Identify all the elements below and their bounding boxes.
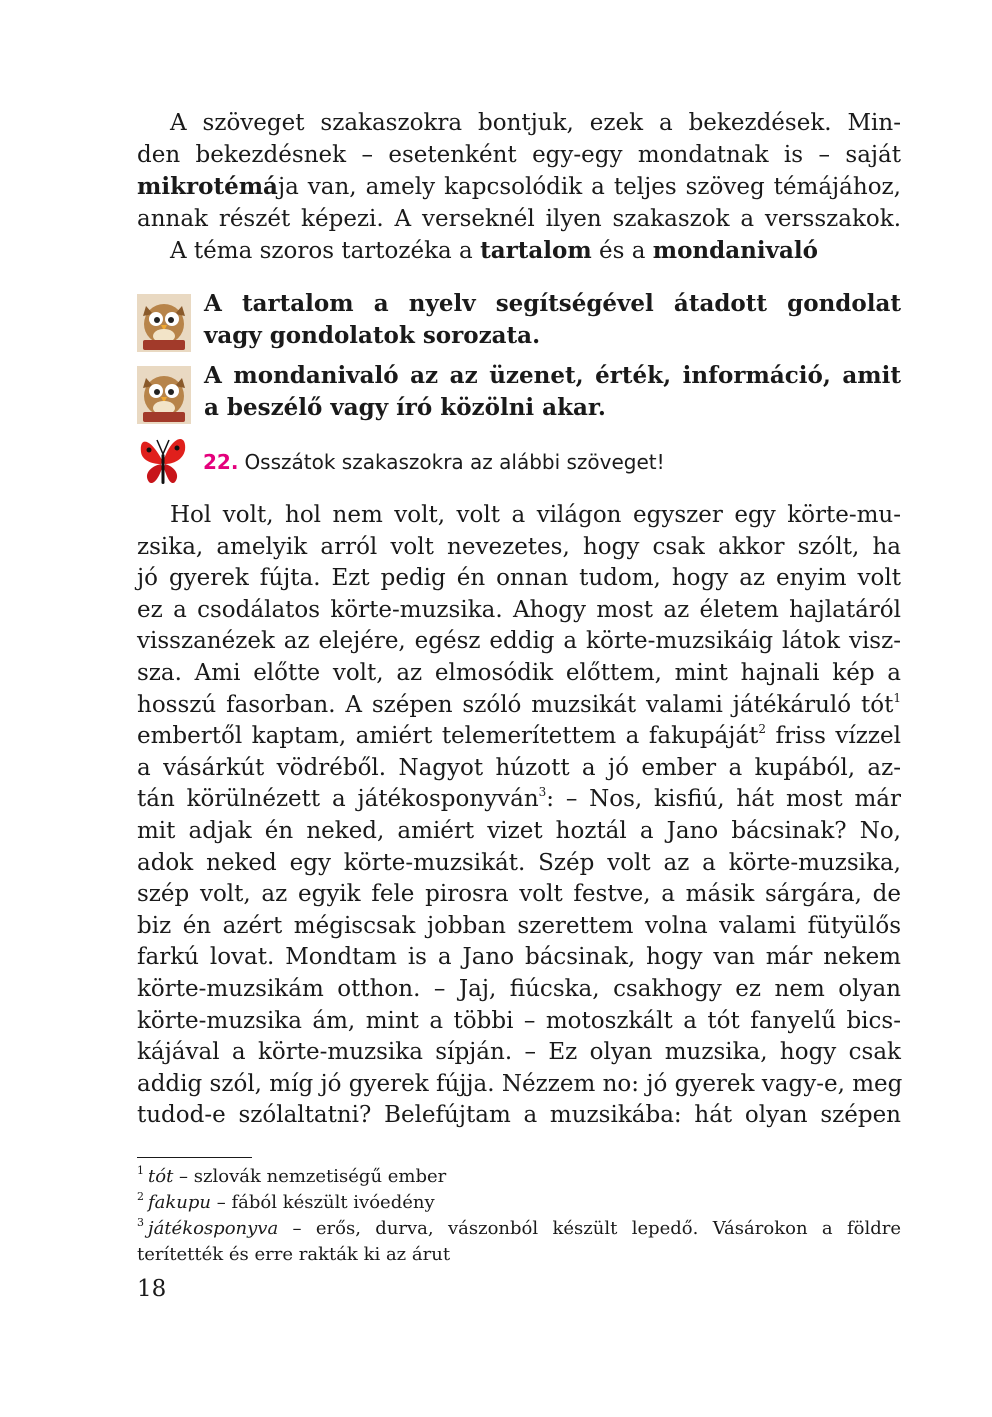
keyword-mikrotema: mikrotémá bbox=[137, 173, 278, 201]
footnote-ref: 3 bbox=[538, 785, 547, 800]
text-line: ez a csodálatos körte-muzsika. Ahogy most az életem hajlatáról bbox=[137, 596, 901, 623]
task-instruction: Osszátok szakaszokra az alábbi szöveget! bbox=[244, 450, 665, 474]
keyword-mondanivalo: mondanivaló bbox=[652, 237, 818, 265]
definitions bbox=[137, 290, 901, 438]
text-line: embertől kaptam, amiért telemerítettem a fakupáját$^2$ friss vízzel bbox=[137, 722, 901, 750]
text-line: tudod-e szólaltatni? Belefújtam a muzsikába: hát olyan szépen bbox=[137, 1102, 901, 1129]
text-line: A téma szoros tartozéka a tartalom és a mondanivaló bbox=[170, 237, 818, 265]
page-number: 18 bbox=[137, 1276, 167, 1302]
text-line: Hol volt, hol nem volt, volt a világon egyszer egy körte-mu- bbox=[170, 502, 901, 528]
intro-paragraph bbox=[137, 108, 901, 268]
text-line: jó gyerek fújta. Ezt pedig én onnan tudom, hogy az enyim volt bbox=[137, 565, 901, 592]
text-line: vagy gondolatok sorozata. bbox=[204, 322, 541, 349]
footnote-continuation: terítették és erre rakták ki az árut bbox=[137, 1244, 451, 1265]
footnotes bbox=[137, 1164, 901, 1268]
footnote: $^3$ játékosponyva – erős, durva, vászonból készült lepedő. Vásárokon a földre bbox=[137, 1216, 901, 1239]
task bbox=[137, 432, 901, 492]
text-line: körte-muzsika ám, mint a többi – motoszkált a tót fanyelű bics- bbox=[137, 1007, 901, 1034]
footnote: $^2$ fakupu – fából készült ivóedény bbox=[137, 1190, 435, 1213]
text-line: adok neked egy körte-muzsikát. Szép volt az a körte-muzsika, bbox=[137, 849, 901, 876]
text-line: kájával a körte-muzsika sípján. – Ez olyan muzsika, hogy csak bbox=[137, 1039, 901, 1066]
footnote-ref: 1 bbox=[893, 690, 901, 705]
text-line: annak részét képezi. A verseknél ilyen szakaszok a versszakok. bbox=[137, 205, 901, 232]
owl-icon bbox=[137, 294, 191, 352]
definition-tartalom bbox=[137, 290, 901, 362]
text-line: tán körülnézett a játékosponyván$^3$: – Nos, kisfiú, hát most már bbox=[137, 785, 901, 813]
task-number: 22. bbox=[203, 450, 239, 474]
text-line: visszanézek az elejére, egész eddig a körte-muzsikáig látok visz- bbox=[137, 628, 901, 655]
definition-text bbox=[204, 360, 901, 424]
footnote: $^1$ tót – szlovák nemzetiségű ember bbox=[137, 1164, 447, 1187]
task-text bbox=[203, 450, 665, 474]
text-line: A mondanivaló az az üzenet, érték, információ, amit bbox=[204, 362, 901, 389]
text-line: mit adjak én neked, amiért vizet hoztál a Jano bácsinak? No, bbox=[137, 817, 901, 844]
text-line: sza. Ami előtte volt, az elmosódik előttem, mint hajnali kép a bbox=[137, 659, 901, 686]
text-line: körte-muzsikám otthon. – Jaj, fiúcska, csakhogy ez nem olyan bbox=[137, 975, 901, 1002]
text-line: A szöveget szakaszokra bontjuk, ezek a bekezdések. Min- bbox=[170, 110, 901, 136]
footnote-divider bbox=[137, 1157, 252, 1158]
text-line: hosszú fasorban. A szépen szóló muzsikát valami játékáruló tót$^1$ bbox=[137, 690, 901, 718]
butterfly-icon bbox=[137, 432, 189, 490]
text-line: mikrotémája van, amely kapcsolódik a teljes szöveg témájához, bbox=[137, 173, 901, 201]
text-line: farkú lovat. Mondtam is a Jano bácsinak, hogy van már nekem bbox=[137, 944, 901, 971]
text-line: den bekezdésnek – esetenként egy-egy mondatnak is – saját bbox=[137, 141, 901, 168]
text-line: a vásárkút vödréből. Nagyot húzott a jó ember a kupából, az- bbox=[137, 754, 901, 781]
definition-mondanivalo bbox=[137, 362, 901, 434]
footnote-ref: 2 bbox=[758, 722, 766, 737]
keyword-tartalom: tartalom bbox=[480, 237, 592, 265]
text-line: addig szól, míg jó gyerek fújja. Nézzem no: jó gyerek vagy-e, meg bbox=[137, 1070, 903, 1097]
definition-text bbox=[204, 288, 901, 352]
text-line: a beszélő vagy író közölni akar. bbox=[204, 394, 606, 421]
text-line: A tartalom a nyelv segítségével átadott gondolat bbox=[204, 290, 901, 317]
story-paragraph bbox=[137, 500, 901, 1132]
owl-icon bbox=[137, 366, 191, 424]
text-line: szép volt, az egyik fele pirosra volt festve, a másik sárgára, de bbox=[137, 881, 901, 908]
text-line: zsika, amelyik arról volt nevezetes, hogy csak akkor szólt, ha bbox=[137, 533, 901, 560]
text-line: biz én azért mégiscsak jobban szerettem volna valami fütyülős bbox=[137, 912, 901, 939]
